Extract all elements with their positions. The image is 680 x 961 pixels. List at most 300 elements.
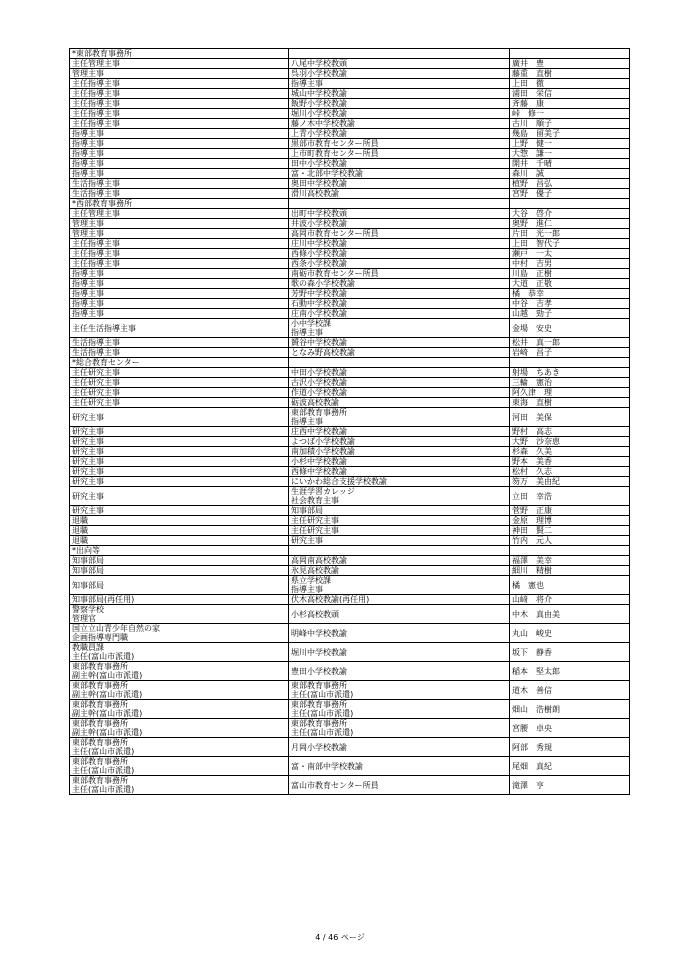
previous-position-cell xyxy=(289,289,510,299)
cell-line: 川島 正樹 xyxy=(512,269,552,278)
cell-line: 研究主事 xyxy=(72,457,104,466)
table-row xyxy=(70,179,630,189)
cell-line: 三輪 憲治 xyxy=(512,378,552,387)
cell-line: 西條小学校教諭 xyxy=(291,249,347,258)
cell-line: 幾島 留美子 xyxy=(512,129,560,138)
previous-position-cell xyxy=(289,209,510,219)
cell-line: 歌の森小学校教諭 xyxy=(291,279,355,288)
person-name-cell xyxy=(510,269,630,279)
person-name-cell xyxy=(510,338,630,348)
table-row xyxy=(70,368,630,378)
cell-line: 宮野 優子 xyxy=(512,189,552,198)
previous-position-cell xyxy=(289,338,510,348)
cell-line: 高岡市教育センター所員 xyxy=(291,229,379,238)
previous-position-cell xyxy=(289,249,510,259)
person-name-cell xyxy=(510,595,630,605)
cell-line: 主任(富山市派遣) xyxy=(291,709,354,718)
new-position-cell xyxy=(70,159,289,169)
person-name-cell xyxy=(510,526,630,536)
cell-line: 生活指導主事 xyxy=(72,179,120,188)
new-position-cell xyxy=(70,427,289,437)
cell-line: 尾畑 真紀 xyxy=(512,761,552,771)
cell-line: 上青小学校教諭 xyxy=(291,129,347,138)
previous-position-cell xyxy=(289,757,510,776)
cell-line: 藤重 直樹 xyxy=(512,69,552,78)
cell-line: 笏万 美由紀 xyxy=(512,477,560,486)
person-name-cell xyxy=(510,289,630,299)
person-name-cell xyxy=(510,209,630,219)
table-row xyxy=(70,605,630,624)
previous-position-cell xyxy=(289,506,510,516)
cell-line: 東部教育事務所 xyxy=(72,662,128,671)
previous-position-cell xyxy=(289,526,510,536)
cell-line: 主任指導主事 xyxy=(72,109,120,118)
cell-line: 中村 吉男 xyxy=(512,259,552,268)
previous-position-cell xyxy=(289,69,510,79)
table-row xyxy=(70,119,630,129)
cell-line: 主任(富山市派遣) xyxy=(291,728,354,737)
new-position-cell xyxy=(70,457,289,467)
previous-position-cell xyxy=(289,129,510,139)
new-position-cell xyxy=(70,477,289,487)
cell-line: 指導主事 xyxy=(72,139,104,148)
person-name-cell xyxy=(510,348,630,358)
cell-line: 主任研究主事 xyxy=(72,388,120,397)
cell-line: 中田小学校教諭 xyxy=(291,368,347,377)
cell-line: 教職員課 xyxy=(72,643,104,652)
cell-line: 指導主事 xyxy=(291,417,323,426)
table-row xyxy=(70,229,630,239)
previous-position-cell xyxy=(289,516,510,526)
person-name-cell xyxy=(510,566,630,576)
new-position-cell xyxy=(70,536,289,546)
cell-line: 松井 真一郎 xyxy=(512,338,560,347)
new-position-cell xyxy=(70,239,289,249)
cell-line: 指導主事 xyxy=(72,169,104,178)
cell-line: 小杉高校教頭 xyxy=(291,609,339,619)
cell-line: 浦田 栄信 xyxy=(512,89,552,98)
cell-line: 生涯学習カレッジ xyxy=(291,487,355,496)
table-row xyxy=(70,109,630,119)
section-heading: *総合教育センター xyxy=(70,358,289,368)
person-name-cell xyxy=(510,536,630,546)
table-row xyxy=(70,149,630,159)
person-name-cell xyxy=(510,487,630,506)
table-row xyxy=(70,309,630,319)
section-row xyxy=(70,199,630,209)
cell-line: 西條中学校教諭 xyxy=(291,467,347,476)
cell-line: 松村 久志 xyxy=(512,467,552,476)
previous-position-cell xyxy=(289,139,510,149)
cell-line: よつば小学校教諭 xyxy=(291,437,355,446)
empty-cell xyxy=(289,199,510,209)
cell-line: 上野 健一 xyxy=(512,139,552,148)
person-name-cell xyxy=(510,388,630,398)
section-heading: *東部教育事務所 xyxy=(70,49,289,59)
cell-line: 富・南部中学校教諭 xyxy=(291,761,363,771)
previous-position-cell xyxy=(289,299,510,309)
person-name-cell xyxy=(510,662,630,681)
cell-line: 管理主事 xyxy=(72,219,104,228)
new-position-cell xyxy=(70,229,289,239)
table-row xyxy=(70,506,630,516)
new-position-cell xyxy=(70,79,289,89)
cell-line: 福澤 美幸 xyxy=(512,556,552,565)
cell-line: 知事部局 xyxy=(72,566,104,575)
person-name-cell xyxy=(510,109,630,119)
cell-line: 堀川小学校教諭 xyxy=(291,109,347,118)
cell-line: 上田 徹 xyxy=(512,79,544,88)
new-position-cell xyxy=(70,219,289,229)
cell-line: 斉藤 康 xyxy=(512,99,544,108)
cell-line: 指導主事 xyxy=(291,328,323,337)
cell-line: 東部教育事務所 xyxy=(72,776,128,785)
new-position-cell xyxy=(70,139,289,149)
table-row xyxy=(70,209,630,219)
table-row xyxy=(70,576,630,595)
person-name-cell xyxy=(510,309,630,319)
table-row xyxy=(70,259,630,269)
new-position-cell xyxy=(70,776,289,795)
cell-line: 主任研究主事 xyxy=(72,368,120,377)
cell-line: 小中学校課 xyxy=(291,319,331,328)
person-name-cell xyxy=(510,506,630,516)
new-position-cell xyxy=(70,169,289,179)
cell-line: 城山中学校教諭 xyxy=(291,89,347,98)
cell-line: 主任研究主事 xyxy=(72,378,120,387)
cell-line: 東部教育事務所 xyxy=(291,408,347,417)
cell-line: 東部教育事務所 xyxy=(291,700,347,709)
table-row xyxy=(70,719,630,738)
new-position-cell xyxy=(70,309,289,319)
table-row xyxy=(70,427,630,437)
cell-line: 神田 賢二 xyxy=(512,526,552,535)
cell-line: 主任指導主事 xyxy=(72,239,120,248)
cell-line: 警察学校 xyxy=(72,605,104,614)
previous-position-cell xyxy=(289,487,510,506)
cell-line: 退職 xyxy=(72,526,88,535)
person-name-cell xyxy=(510,398,630,408)
cell-line: 南加積小学校教諭 xyxy=(291,447,355,456)
table-row xyxy=(70,487,630,506)
cell-line: 富・北部中学校教諭 xyxy=(291,169,363,178)
cell-line: 東部教育事務所 xyxy=(291,719,347,728)
new-position-cell xyxy=(70,209,289,219)
table-row xyxy=(70,477,630,487)
cell-line: 東部教育事務所 xyxy=(72,719,128,728)
previous-position-cell xyxy=(289,477,510,487)
person-name-cell xyxy=(510,408,630,427)
person-name-cell xyxy=(510,319,630,338)
cell-line: 道木 善信 xyxy=(512,685,552,695)
cell-line: 奥田中学校教諭 xyxy=(291,179,347,188)
cell-line: 研究主事 xyxy=(72,447,104,456)
section-row xyxy=(70,358,630,368)
new-position-cell xyxy=(70,467,289,477)
cell-line: 藤ノ木中学校教諭 xyxy=(291,119,355,128)
previous-position-cell xyxy=(289,109,510,119)
cell-line: 主任研究主事 xyxy=(291,526,339,535)
person-name-cell xyxy=(510,437,630,447)
cell-line: 管理主事 xyxy=(72,69,104,78)
previous-position-cell xyxy=(289,467,510,477)
new-position-cell xyxy=(70,109,289,119)
cell-line: 田中小学校教諭 xyxy=(291,159,347,168)
new-position-cell xyxy=(70,149,289,159)
new-position-cell xyxy=(70,249,289,259)
table-row xyxy=(70,129,630,139)
cell-line: 古川 順子 xyxy=(512,119,552,128)
table-row xyxy=(70,319,630,338)
cell-line: 大道 正敬 xyxy=(512,279,552,288)
person-name-cell xyxy=(510,259,630,269)
person-name-cell xyxy=(510,624,630,643)
table-row xyxy=(70,59,630,69)
cell-line: 副主幹(富山市派遣) xyxy=(72,728,143,737)
previous-position-cell xyxy=(289,738,510,757)
cell-line: 河田 美保 xyxy=(512,412,552,422)
previous-position-cell xyxy=(289,776,510,795)
cell-line: 東部教育事務所 xyxy=(291,681,347,690)
new-position-cell xyxy=(70,700,289,719)
previous-position-cell xyxy=(289,179,510,189)
new-position-cell xyxy=(70,757,289,776)
new-position-cell xyxy=(70,506,289,516)
cell-line: 中谷 吉孝 xyxy=(512,299,552,308)
person-name-cell xyxy=(510,119,630,129)
previous-position-cell xyxy=(289,269,510,279)
new-position-cell xyxy=(70,289,289,299)
person-name-cell xyxy=(510,738,630,757)
previous-position-cell xyxy=(289,662,510,681)
person-name-cell xyxy=(510,169,630,179)
cell-line: 主任研究主事 xyxy=(72,398,120,407)
cell-line: 生活指導主事 xyxy=(72,338,120,347)
cell-line: 砺波高校教諭 xyxy=(291,398,339,407)
cell-line: 古沢小学校教諭 xyxy=(291,378,347,387)
new-position-cell xyxy=(70,719,289,738)
person-name-cell xyxy=(510,776,630,795)
table-row xyxy=(70,279,630,289)
new-position-cell xyxy=(70,681,289,700)
previous-position-cell xyxy=(289,408,510,427)
previous-position-cell xyxy=(289,605,510,624)
table-row xyxy=(70,388,630,398)
cell-line: 山越 勁子 xyxy=(512,309,552,318)
person-name-cell xyxy=(510,299,630,309)
table-row xyxy=(70,69,630,79)
person-name-cell xyxy=(510,59,630,69)
table-row xyxy=(70,447,630,457)
previous-position-cell xyxy=(289,536,510,546)
empty-cell xyxy=(510,49,630,59)
cell-line: 片田 光一郎 xyxy=(512,229,560,238)
cell-line: 知事部局 xyxy=(72,556,104,565)
personnel-table xyxy=(69,48,630,795)
cell-line: 高岡南高校教諭 xyxy=(291,556,347,565)
previous-position-cell xyxy=(289,279,510,289)
previous-position-cell xyxy=(289,189,510,199)
person-name-cell xyxy=(510,149,630,159)
cell-line: 月岡小学校教諭 xyxy=(291,742,347,752)
cell-line: 芳野中学校教諭 xyxy=(291,289,347,298)
previous-position-cell xyxy=(289,398,510,408)
cell-line: 指導主事 xyxy=(72,149,104,158)
cell-line: 畑山 浩樹朗 xyxy=(512,704,560,714)
table-row xyxy=(70,662,630,681)
cell-line: 研究主事 xyxy=(72,491,104,501)
new-position-cell xyxy=(70,605,289,624)
cell-line: 副主幹(富山市派遣) xyxy=(72,709,143,718)
person-name-cell xyxy=(510,139,630,149)
previous-position-cell xyxy=(289,319,510,338)
person-name-cell xyxy=(510,457,630,467)
cell-line: 明峰中学校教諭 xyxy=(291,628,347,638)
cell-line: 豊田小学校教諭 xyxy=(291,666,347,676)
table-row xyxy=(70,467,630,477)
table-row xyxy=(70,348,630,358)
new-position-cell xyxy=(70,398,289,408)
cell-line: 森川 誠 xyxy=(512,169,544,178)
previous-position-cell xyxy=(289,159,510,169)
previous-position-cell xyxy=(289,348,510,358)
cell-line: 野本 美香 xyxy=(512,457,552,466)
person-name-cell xyxy=(510,516,630,526)
cell-line: 上市町教育センター所員 xyxy=(291,149,379,158)
cell-line: となみ野高校教諭 xyxy=(291,348,355,357)
cell-line: 丸山 峻史 xyxy=(512,628,552,638)
cell-line: 黒部市教育センター所員 xyxy=(291,139,379,148)
empty-cell xyxy=(510,199,630,209)
new-position-cell xyxy=(70,179,289,189)
cell-line: 杉森 久美 xyxy=(512,447,552,456)
previous-position-cell xyxy=(289,595,510,605)
previous-position-cell xyxy=(289,149,510,159)
cell-line: 滝澤 亨 xyxy=(512,780,544,790)
cell-line: 竹内 元人 xyxy=(512,536,552,545)
cell-line: 石動中学校教諭 xyxy=(291,299,347,308)
cell-line: 坂下 静香 xyxy=(512,647,552,657)
cell-line: 菅野 正康 xyxy=(512,506,552,515)
table-row xyxy=(70,169,630,179)
previous-position-cell xyxy=(289,239,510,249)
cell-line: 東部教育事務所 xyxy=(72,757,128,766)
table-row xyxy=(70,776,630,795)
cell-line: 研究主事 xyxy=(291,536,323,545)
new-position-cell xyxy=(70,738,289,757)
empty-cell xyxy=(289,546,510,556)
new-position-cell xyxy=(70,526,289,536)
new-position-cell xyxy=(70,89,289,99)
cell-line: 飯野小学校教諭 xyxy=(291,99,347,108)
cell-line: 細川 精樹 xyxy=(512,566,552,575)
previous-position-cell xyxy=(289,556,510,566)
new-position-cell xyxy=(70,269,289,279)
cell-line: にいかわ総合支援学校教諭 xyxy=(291,477,387,486)
cell-line: 金場 安史 xyxy=(512,323,552,333)
cell-line: 滑川高校教諭 xyxy=(291,189,339,198)
cell-line: 立田 幸浩 xyxy=(512,491,552,501)
person-name-cell xyxy=(510,249,630,259)
cell-line: 管理主事 xyxy=(72,229,104,238)
previous-position-cell xyxy=(289,259,510,269)
table-row xyxy=(70,408,630,427)
person-name-cell xyxy=(510,681,630,700)
cell-line: 阿部 秀規 xyxy=(512,742,552,752)
cell-line: 野村 高志 xyxy=(512,427,552,436)
table-row xyxy=(70,556,630,566)
new-position-cell xyxy=(70,378,289,388)
cell-line: 主任(富山市派遣) xyxy=(291,690,354,699)
cell-line: 主任管理主事 xyxy=(72,209,120,218)
new-position-cell xyxy=(70,338,289,348)
new-position-cell xyxy=(70,643,289,662)
person-name-cell xyxy=(510,229,630,239)
cell-line: 植野 昌弘 xyxy=(512,179,552,188)
cell-line: 研究主事 xyxy=(72,477,104,486)
table-row xyxy=(70,624,630,643)
cell-line: 庄南小学校教諭 xyxy=(291,309,347,318)
new-position-cell xyxy=(70,408,289,427)
cell-line: 主任管理主事 xyxy=(72,59,120,68)
person-name-cell xyxy=(510,368,630,378)
cell-line: 富山市教育センター所員 xyxy=(291,780,379,790)
cell-line: 指導主事 xyxy=(291,79,323,88)
previous-position-cell xyxy=(289,457,510,467)
cell-line: 国立立山青少年自然の家 xyxy=(72,624,160,633)
cell-line: 指導主事 xyxy=(72,159,104,168)
cell-line: 奥野 進仁 xyxy=(512,219,552,228)
cell-line: 管理官 xyxy=(72,614,96,623)
new-position-cell xyxy=(70,388,289,398)
new-position-cell xyxy=(70,576,289,595)
cell-line: 研究主事 xyxy=(72,437,104,446)
new-position-cell xyxy=(70,556,289,566)
new-position-cell xyxy=(70,69,289,79)
table-row xyxy=(70,239,630,249)
cell-line: 研究主事 xyxy=(72,506,104,515)
cell-line: 堀川中学校教諭 xyxy=(291,647,347,657)
person-name-cell xyxy=(510,279,630,289)
previous-position-cell xyxy=(289,229,510,239)
previous-position-cell xyxy=(289,576,510,595)
person-name-cell xyxy=(510,79,630,89)
cell-line: 宮腰 卓央 xyxy=(512,723,552,733)
person-name-cell xyxy=(510,556,630,566)
previous-position-cell xyxy=(289,624,510,643)
table-row xyxy=(70,566,630,576)
cell-line: 主任(富山市派遣) xyxy=(72,652,135,661)
table-row xyxy=(70,189,630,199)
new-position-cell xyxy=(70,662,289,681)
person-name-cell xyxy=(510,69,630,79)
new-position-cell xyxy=(70,99,289,109)
cell-line: 橘 恭幸 xyxy=(512,289,544,298)
new-position-cell xyxy=(70,279,289,289)
cell-line: 主任指導主事 xyxy=(72,89,120,98)
table-row xyxy=(70,219,630,229)
table-row xyxy=(70,378,630,388)
new-position-cell xyxy=(70,437,289,447)
previous-position-cell xyxy=(289,169,510,179)
previous-position-cell xyxy=(289,700,510,719)
person-name-cell xyxy=(510,605,630,624)
table-row xyxy=(70,99,630,109)
cell-line: 呉羽小学校教諭 xyxy=(291,69,347,78)
person-name-cell xyxy=(510,643,630,662)
empty-cell xyxy=(289,49,510,59)
previous-position-cell xyxy=(289,719,510,738)
